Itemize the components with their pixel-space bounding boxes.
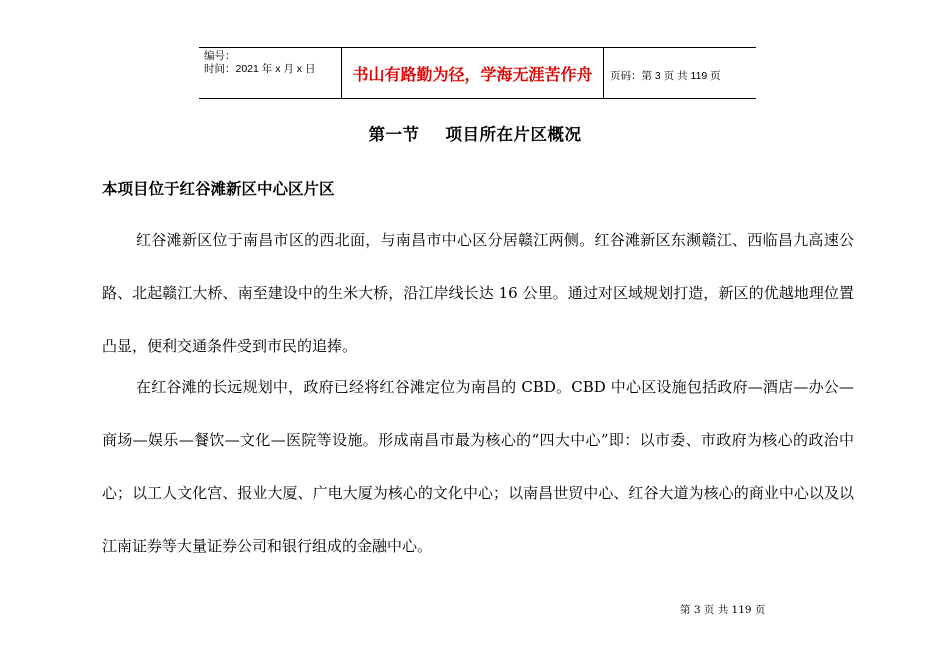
document-number-label: 编号： xyxy=(204,50,236,62)
document-date: 时间：2021 年 x 月 x 日 xyxy=(204,63,316,75)
body-paragraph: 在红谷滩的长远规划中，政府已经将红谷滩定位为南昌的 CBD。CBD 中心区设施包括政府—酒店—办公—商场—娱乐—餐饮—文化—医院等设施。形成南昌市最为核心的“四大中心”即：以市委、市政府为核心的政治中心；以工人文化宫、报业大厦、广电大厦为核心的文化中心；以南昌世贸中心、红谷大道为核心的商业中心以及以江南证券等大量证券公司和银行组成的金融中心。 xyxy=(102,378,854,555)
header-page-info: 页码：第 3 页 共 119 页 xyxy=(610,69,721,82)
page-footer: 第 3 页 共 119 页 xyxy=(680,604,766,616)
subsection-heading: 本项目位于红谷滩新区中心区片区 xyxy=(102,180,335,198)
page-header xyxy=(199,47,756,99)
section-number: 第一节 xyxy=(368,125,420,144)
header-motto: 书山有路勤为径，学海无涯苦作舟 xyxy=(342,48,604,98)
body-paragraph: 红谷滩新区位于南昌市区的西北面，与南昌市中心区分居赣江两侧。红谷滩新区东濒赣江、西临昌九高速公路、北起赣江大桥、南至建设中的生米大桥，沿江岸线长达 16 公里。通过对区域规划打造，新区的优越地理位置凸显，便利交通条件受到市民的追捧。 xyxy=(102,231,854,355)
section-title xyxy=(0,121,950,145)
section-name: 项目所在片区概况 xyxy=(445,125,582,144)
header-meta xyxy=(199,48,342,98)
